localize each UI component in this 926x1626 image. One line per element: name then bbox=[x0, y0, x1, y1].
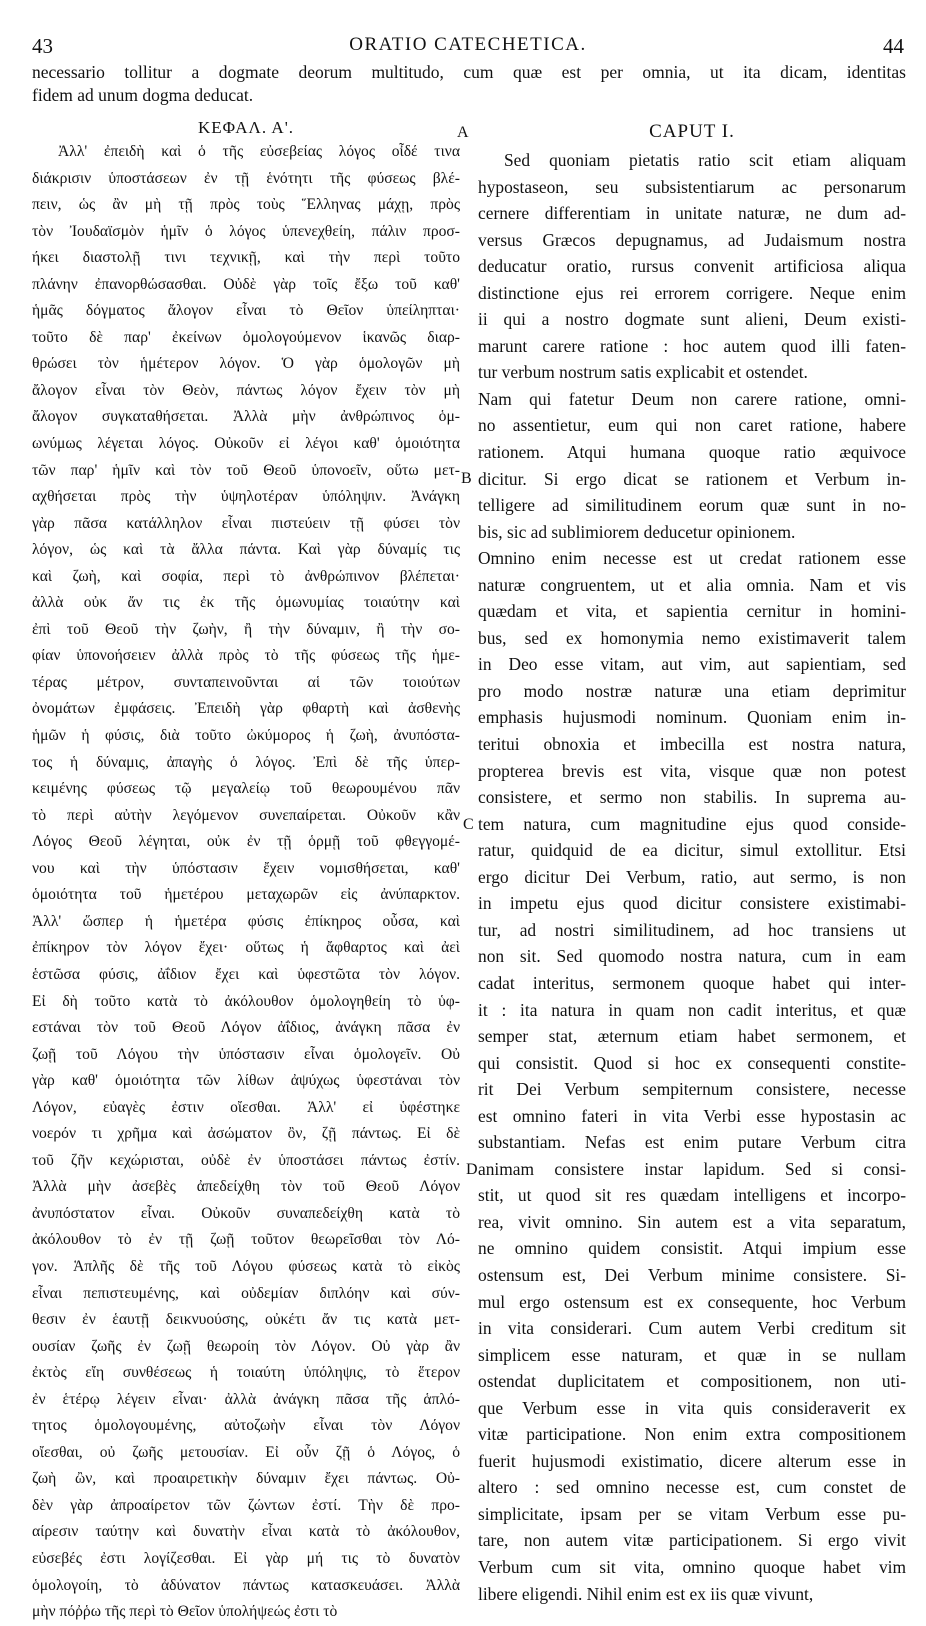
latin-text-line: vitæ participatione. Non enim extra compositionem bbox=[478, 1424, 906, 1445]
greek-text-line: δὲν γὰρ ἀπροαίρετον τῶν ζώντων ἐστί. Τὴν δὲ προ- bbox=[32, 1496, 460, 1514]
greek-text-line: τὸ περὶ αὐτὴν λεγόμενον συνεπαίρεται. Οὐκοῦν κἂν bbox=[32, 806, 460, 824]
latin-text-line: rea, vivit omnino. Sin autem est a vita separatum, bbox=[478, 1211, 906, 1232]
greek-text-line: ἑστῶσα φύσις, ἀΐδιον ἔχει καὶ ὑφεστῶτα τὸν λόγον. bbox=[32, 965, 460, 983]
latin-text-line: tur verbum nostrum satis explicabit et ostendet. bbox=[478, 362, 808, 383]
greek-text-line: τοῦτο δὲ παρ' ἐκείνων ὁμολογούμενον ἱκανῶς διαρ- bbox=[32, 328, 460, 346]
greek-text-line: ήκει διαστολῇ τινι τεχνικῇ, καὶ τὴν περὶ τοῦτο bbox=[32, 249, 460, 267]
greek-text-line: πειν, ὡς ἂν μὴ τῇ πρὸς τοὺς Ἕλληνας μάχῃ, πρὸς bbox=[32, 196, 460, 214]
greek-text-line: αίρεσιν ταύτην καὶ δυνατὴν εἶναι κατὰ τὸ ἀκόλουθον, bbox=[32, 1523, 460, 1541]
latin-text-line: deducatur oratio, rursus convenit artificiosa aliqua bbox=[478, 256, 906, 277]
latin-text-line: hypostaseon, seu subsistentiarum ac personarum bbox=[478, 176, 906, 197]
greek-text-line: διάκρισιν ὑποστάσεων ἐν τῇ ἑνότητι τῆς φύσεως βλέ- bbox=[32, 169, 460, 187]
latin-text-line: cadat interitus, sermonem quoque habet qui inter- bbox=[478, 972, 906, 993]
latin-text-line: no assentietur, eum qui non caret ratione, habere bbox=[478, 415, 906, 436]
carry-over-line: fidem ad unum dogma deducat. bbox=[32, 85, 254, 105]
page-number-right: 44 bbox=[883, 34, 904, 58]
greek-text-line: ὁμολογοίη, τὸ ἀδύνατον πάντως κατασκευάσει. Ἀλλὰ bbox=[32, 1576, 460, 1594]
greek-text-line: γον. Ἁπλῆς δὲ τῆς τοῦ Λόγου φύσεως κατὰ τὸ εἰκὸς bbox=[32, 1257, 460, 1275]
latin-text-line: quædam et vita, et sapientia cernitur in homini- bbox=[478, 601, 906, 622]
latin-text-line: rationem. Atqui humana quoque ratio æquivoce bbox=[478, 442, 906, 463]
greek-text-line: ὁμοιότητα τοῦ ἡμετέρου μεταχωρῶν εἰς ἀνύπαρκτον. bbox=[32, 886, 460, 904]
greek-text-line: ἀκόλουθον τὸ ἐν τῇ ζωῇ τοῦτον θεωρεῖσθαι τὸν Λό- bbox=[32, 1231, 460, 1249]
greek-text-line: ἐκτὸς εἴη συνθέσεως ἡ τοιαύτη ὑπόληψις, τὸ ἕτερον bbox=[32, 1364, 460, 1382]
latin-chapter-heading: CAPUT I. bbox=[649, 121, 735, 142]
greek-text-line: οἴεσθαι, οὐ ζωῆς μετουσίαν. Εἰ οὖν ζῇ ὁ Λόγος, ὁ bbox=[32, 1443, 460, 1461]
greek-text-line: ἐπὶ τοῦ Θεοῦ τὴν ζωὴν, ἢ τὴν δύναμιν, ἢ τὴν σο- bbox=[32, 620, 460, 638]
greek-text-line: καὶ ζωὴ, καὶ σοφία, περὶ τὸ ἀνθρώπινον βλέπεται· bbox=[32, 567, 460, 585]
greek-column bbox=[32, 117, 460, 1626]
latin-text-line: Sed quoniam pietatis ratio scit etiam aliquam bbox=[504, 150, 906, 170]
latin-text-line: fuerit hujusmodi existimatio, dicere alterum esse in bbox=[478, 1450, 906, 1471]
latin-text-line: semper stat, æternum etiam habet sermonem, et bbox=[478, 1026, 906, 1047]
latin-text-line: est omnino fateri in vita Verbi esse hypostasin ac bbox=[478, 1105, 906, 1126]
greek-text-line: Ἀλλ' ὥσπερ ἡ ἡμετέρα φύσις ἐπίκηρος οὖσα, καὶ bbox=[32, 912, 460, 930]
greek-text-line: ἐπίκηρον τὸν λόγον ἔχει· οὕτως ἡ ἄφθαρτος καὶ ἀεὶ bbox=[32, 939, 460, 957]
greek-text-line: τέρας μέτρον, συνταπεινοῦνται αἱ τῶν τοιούτων bbox=[32, 673, 460, 691]
latin-text-line: que Verbum esse in vita quis consideraverit ex bbox=[478, 1397, 906, 1418]
greek-text-line: ἀλλὰ οὐκ ἄν τις ἐκ τῆς ὁμωνυμίας τοιαύτην καὶ bbox=[32, 594, 460, 612]
margin-marker-b: B bbox=[461, 470, 472, 487]
latin-text-line: pro modo nostræ naturæ una etiam deprimitur bbox=[478, 680, 906, 701]
greek-text-line: ἄλογον συγκαταθήσεται. Ἀλλὰ μὴν ἀνθρώπινος ὁμ- bbox=[32, 408, 460, 426]
running-title: ORATIO CATECHETICA. bbox=[349, 34, 587, 55]
greek-text-line: νοερόν τι χρῆμα καὶ ἀσώματον ὂν, ζῇ πάντως. Εἰ δὲ bbox=[32, 1125, 460, 1143]
greek-text-line: φίαν ὑπονοήσειεν ἀλλὰ πρὸς τὸ τῆς φύσεως τῆς ἡμε- bbox=[32, 647, 460, 665]
latin-text-line: ratur, quidquid de ea dicitur, simul extollitur. Etsi bbox=[478, 840, 906, 861]
greek-text-line: τητος ὁμολογουμένης, αὐτοζωὴν εἶναι τὸν Λόγον bbox=[32, 1417, 460, 1435]
latin-text-line: in impetu ejus quod dicitur consistere existimabi- bbox=[478, 893, 906, 914]
latin-text-line: ostendat duplicitatem et compositionem, non uti- bbox=[478, 1371, 906, 1392]
margin-marker-a: A bbox=[457, 124, 469, 141]
greek-text-line: ἀνυπόστατον εἶναι. Οὐκοῦν συναπεδείχθη κατὰ τὸ bbox=[32, 1204, 460, 1222]
margin-marker-d: D bbox=[466, 1161, 478, 1178]
latin-text-line: rit Dei Verbum sempiternum consistere, necesse bbox=[478, 1079, 906, 1100]
latin-text-line: tare, non autem vitæ participationem. Si ergo vivit bbox=[478, 1530, 906, 1551]
greek-text-line: ἡμῶν ἡ φύσις, διὰ τοῦτο ὠκύμορος ἡ ζωὴ, ἀνυπόστα- bbox=[32, 727, 460, 745]
latin-text-line: distinctione ejus rei errorem corrigere. Neque enim bbox=[478, 282, 906, 303]
greek-text-line: ζωῇ τοῦ Λόγου τὴν ὑπόστασιν εἶναι ὁμολογεῖν. Οὐ bbox=[32, 1045, 460, 1063]
greek-text-line: ζωὴ ὢν, καὶ προαιρετικὴν δύναμιν ἔχει πάντως. Οὐ- bbox=[32, 1470, 460, 1488]
greek-text-line: αχθήσεται πρὸς τὴν ὑψηλοτέραν ὑπόληψιν. Ἀνάγκη bbox=[32, 488, 460, 506]
greek-text-line: ἡμᾶς δόγματος ἄλογον εἶναι τὸ Θεῖον ὑπείληπται· bbox=[32, 302, 460, 320]
latin-text-line: qui consistit. Quod si hoc ex consequenti constite- bbox=[478, 1052, 906, 1073]
latin-text-line: tem natura, cum magnitudine ejus quod conside- bbox=[478, 813, 906, 834]
carry-over-line: necessario tollitur a dogmate deorum multitudo, cum quæ est per omnia, ut ita dicam, identitas bbox=[32, 62, 906, 82]
greek-text-line: γὰρ πᾶσα κατάλληλον εἶναι πιστεύειν τῇ φύσει τὸν bbox=[32, 514, 460, 532]
latin-text-line: ii qui a nostro dogmate sunt alieni, Deum existi- bbox=[478, 309, 906, 330]
latin-text-line: in Deo esse vitam, aut vim, aut sapientiam, sed bbox=[478, 654, 906, 675]
latin-text-line: stit, ut quod sit res quædam intelligens et incorpo- bbox=[478, 1185, 906, 1206]
greek-text-line: ουσίαν ζωῆς ἐν ζωῇ θεωροίη τὸν Λόγον. Οὐ γὰρ ἂν bbox=[32, 1337, 460, 1355]
latin-text-line: versus Græcos depugnamus, ad Judaismum nostra bbox=[478, 229, 906, 250]
greek-text-line: θεσιν ἐν ἑαυτῇ δεικνυούσης, οὐκέτι ἄν τις κατὰ μετ- bbox=[32, 1311, 460, 1329]
latin-text-line: simplicitate, ipsam per se vitam Verbum esse pu- bbox=[478, 1503, 906, 1524]
greek-text-line: τῶν παρ' ἡμῖν καὶ τὸν τοῦ Θεοῦ ὑπονοεῖν, οὕτω μετ- bbox=[32, 461, 460, 479]
greek-text-line: νου καὶ τὴν ὑπόστασιν ἔχειν νομισθήσεται, καθ' bbox=[32, 859, 460, 877]
latin-text-line: telligere ad similitudinem eorum quæ sunt in no- bbox=[478, 495, 906, 516]
greek-text-line: πλάνην ἐπανορθώσασθαι. Οὐδὲ γὰρ τοῖς ἔξω τοῦ καθ' bbox=[32, 275, 460, 293]
latin-text-line: libere eligendi. Nihil enim est ex iis quæ vivunt, bbox=[478, 1583, 814, 1604]
greek-text-line: εστάναι τὸν τοῦ Θεοῦ Λόγον ἀΐδιος, ἀνάγκη πᾶσα ἐν bbox=[32, 1019, 460, 1037]
latin-text-line: animam consistere instar lapidum. Sed si consi- bbox=[478, 1158, 906, 1179]
carry-over-text bbox=[32, 61, 906, 107]
latin-text-line: teritui obnoxia et imbecilla est nostra natura, bbox=[478, 734, 906, 755]
greek-text-line: λόγον, ὡς καὶ τὰ ἄλλα πάντα. Καὶ γὰρ δύναμίς τις bbox=[32, 541, 460, 559]
page-number-left: 43 bbox=[32, 34, 53, 58]
greek-text-line: ἐν ἑτέρῳ λέγειν εἶναι· ἀλλὰ ἀνάγκη πᾶσα τῆς ἁπλό- bbox=[32, 1390, 460, 1408]
latin-text-line: non sit. Sed quomodo nostra natura, cum in eam bbox=[478, 946, 906, 967]
latin-text-line: it : ita natura in quam non cadit interitus, et quæ bbox=[478, 999, 906, 1020]
greek-chapter-heading: ΚΕΦΑΛ. Α'. bbox=[197, 118, 295, 137]
greek-text-line: θρώσει τὸν ἡμέτερον λόγον. Ὁ γὰρ ὁμολογῶν μὴ bbox=[32, 355, 460, 373]
greek-text-line: γὰρ καθ' ὁμοιότητα τῶν λίθων ἀψύχως ὑφεστάναι τὸν bbox=[32, 1072, 460, 1090]
latin-text-line: ne omnino quidem consistit. Atqui impium esse bbox=[478, 1238, 906, 1259]
greek-text-line: Ἀλλὰ μὴν ἀσεβὲς ἀπεδείχθη τὸν τοῦ Θεοῦ Λόγον bbox=[32, 1178, 460, 1196]
greek-text-line: ωνύμως λέγεται λόγος. Οὐκοῦν εἰ λέγοι καθ' ὁμοιότητα bbox=[32, 435, 460, 453]
greek-text-line: κειμένης φύσεως τῷ μεγαλείῳ τοῦ θεωρουμένου πᾶν bbox=[32, 780, 460, 798]
greek-text-line: τὸν Ἰουδαϊσμὸν ἡμῖν ὁ λόγος ὑπενεχθείη, πάλιν προσ- bbox=[32, 222, 460, 240]
greek-text-line: ὀνομάτων ἐμφάσεις. Ἐπειδὴ γὰρ φθαρτὴ καὶ ἀσθενὴς bbox=[32, 700, 460, 718]
margin-marker-c: C bbox=[463, 816, 474, 833]
greek-text-line: Λόγος Θεοῦ λέγηται, οὐκ ἐν τῇ ὁρμῇ τοῦ φθεγγομέ- bbox=[32, 833, 460, 851]
greek-text-line: ἄλογον εἶναι τὸν Θεὸν, πάντως λόγον ἔχειν τὸν μὴ bbox=[32, 381, 460, 399]
latin-text-line: Verbum cum sit vita, omnino quoque habet vim bbox=[478, 1556, 906, 1577]
latin-text-line: ergo dicitur Dei Verbum, ratio, aut sermo, is non bbox=[478, 866, 906, 887]
greek-text-line: εἶναι πεπιστευμένης, καὶ οὐδεμίαν διπλόην καὶ σύν- bbox=[32, 1284, 460, 1302]
greek-text-line: Εἰ δὴ τοῦτο κατὰ τὸ ἀκόλουθον ὁμολογηθείη τὸ ὑφ- bbox=[32, 992, 460, 1010]
latin-text-line: altero : sed omnino necesse est, cum constet de bbox=[478, 1477, 906, 1498]
latin-text-line: substantiam. Nefas est enim putare Verbum citra bbox=[478, 1132, 906, 1153]
latin-text-line: naturæ congruentem, ut et alia omnia. Nam et vis bbox=[478, 574, 906, 595]
latin-text-line: tur, ad nostri similitudinem, ad hoc transiens ut bbox=[478, 919, 906, 940]
latin-text-line: cernere differentiam in unitate naturæ, ne dum ad- bbox=[478, 203, 906, 224]
greek-text-line: μὴν πόῤῥω τῆς περὶ τὸ Θεῖον ὑπολήψεώς ἐστι τὸ bbox=[32, 1603, 338, 1621]
latin-text-line: marunt carere ratione : hoc autem quod illi faten- bbox=[478, 335, 906, 356]
greek-text-line: εὐσεβές ἐστι λογίζεσθαι. Εἰ γὰρ μή τις τὸ δυνατὸν bbox=[32, 1549, 460, 1567]
latin-text-line: in vita considerari. Cum autem Verbi creditum sit bbox=[478, 1318, 906, 1339]
latin-text-line: consistere, et sermo non stabilis. In suprema au- bbox=[478, 787, 906, 808]
greek-text-line: τοῦ ζῆν κεχώρισται, οὐδὲ ἐν ὑποστάσει πάντως ἐστίν. bbox=[32, 1151, 460, 1169]
latin-text-line: Nam qui fatetur Deum non carere ratione, omni- bbox=[478, 388, 906, 409]
latin-text-line: bis, sic ad sublimiorem deducetur opinionem. bbox=[478, 521, 796, 542]
latin-text-line: emphasis hujusmodi nominum. Quoniam enim in- bbox=[478, 707, 906, 728]
greek-text-line: Ἀλλ' ἐπειδὴ καὶ ὁ τῆς εὐσεβείας λόγος οἶδέ τινα bbox=[58, 143, 460, 160]
latin-text-line: propterea brevis est vita, visque quæ non potest bbox=[478, 760, 906, 781]
latin-column bbox=[478, 117, 906, 1607]
latin-text-line: mul ergo ostensum est ex consequente, hoc Verbum bbox=[478, 1291, 906, 1312]
greek-text-line: τος ἡ δύναμις, ἀπαγὴς ὁ λόγος. Ἐπὶ δὲ τῆς ὑπερ- bbox=[32, 753, 460, 771]
latin-text-line: ostensum est, Dei Verbum minime consistere. Si- bbox=[478, 1264, 906, 1285]
latin-text-line: bus, sed ex homonymia nemo existimaverit talem bbox=[478, 627, 906, 648]
latin-text-line: dicitur. Si ergo dicat se rationem et Verbum in- bbox=[478, 468, 906, 489]
latin-text-line: simplicem esse naturam, et quæ in se nullam bbox=[478, 1344, 906, 1365]
greek-text-line: Λόγον, εὐαγὲς ἐστιν οἴεσθαι. Ἀλλ' εἰ ὑφέστηκε bbox=[32, 1098, 460, 1116]
latin-text-line: Omnino enim necesse est ut credat rationem esse bbox=[478, 548, 906, 569]
